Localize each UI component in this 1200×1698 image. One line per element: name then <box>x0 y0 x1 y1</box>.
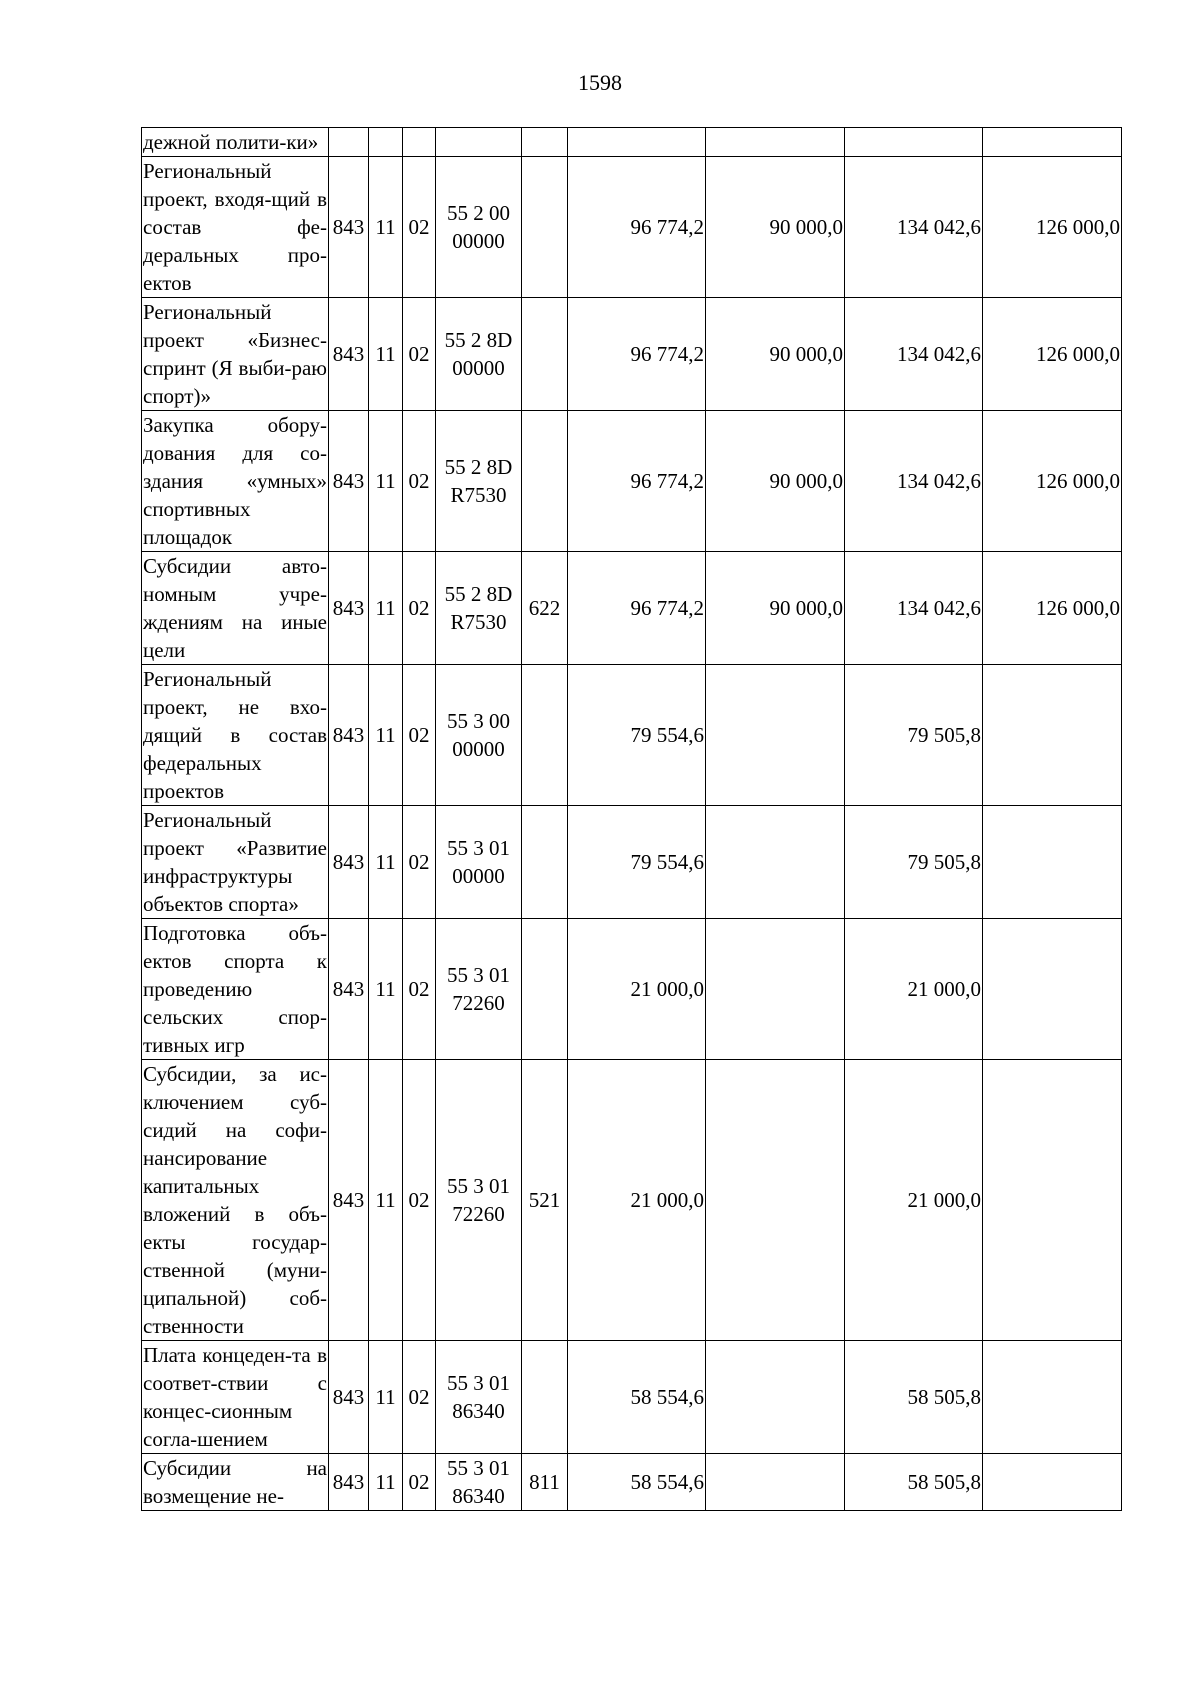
table-row <box>142 157 1122 298</box>
amount-cell-4 <box>983 1341 1122 1454</box>
amount-cell-4: 126 000,0 <box>983 298 1122 411</box>
ministry-code-cell: 843 <box>329 552 369 665</box>
section-code-cell: 11 <box>369 919 403 1060</box>
amount-cell-4 <box>983 1454 1122 1511</box>
table-row <box>142 1341 1122 1454</box>
target-article-cell: 55 2 8D R7530 <box>436 552 522 665</box>
expense-type-cell: 521 <box>522 1060 568 1341</box>
amount-cell-1: 79 554,6 <box>568 806 706 919</box>
ministry-code-cell: 843 <box>329 665 369 806</box>
amount-cell-4 <box>983 1060 1122 1341</box>
ministry-code-cell <box>329 128 369 157</box>
ministry-code-cell: 843 <box>329 157 369 298</box>
amount-cell-2: 90 000,0 <box>706 157 845 298</box>
row-name-cell: Региональный проект «Бизнес-спринт (Я выби-раю спорт)» <box>142 298 329 411</box>
row-name-cell: Плата концеден-та в соответ-ствии с концес-сионным согла-шением <box>142 1341 329 1454</box>
subsection-code-cell: 02 <box>403 1341 436 1454</box>
subsection-code-cell: 02 <box>403 298 436 411</box>
amount-cell-2 <box>706 919 845 1060</box>
section-code-cell: 11 <box>369 552 403 665</box>
amount-cell-2 <box>706 1454 845 1511</box>
table-row <box>142 806 1122 919</box>
row-name-cell: Подготовка объ-ектов спорта к проведению сельских спор-тивных игр <box>142 919 329 1060</box>
target-article-cell: 55 3 01 86340 <box>436 1454 522 1511</box>
amount-cell-1: 96 774,2 <box>568 552 706 665</box>
row-name-cell: Региональный проект «Развитие инфраструктуры объектов спорта» <box>142 806 329 919</box>
table-row <box>142 919 1122 1060</box>
target-article-cell: 55 2 8D 00000 <box>436 298 522 411</box>
table-row <box>142 411 1122 552</box>
page-number: 1598 <box>578 70 622 95</box>
expense-type-cell <box>522 1341 568 1454</box>
expense-type-cell: 811 <box>522 1454 568 1511</box>
amount-cell-3: 134 042,6 <box>845 298 983 411</box>
expense-type-cell <box>522 919 568 1060</box>
section-code-cell: 11 <box>369 806 403 919</box>
amount-cell-4: 126 000,0 <box>983 411 1122 552</box>
expense-type-cell <box>522 128 568 157</box>
table-row <box>142 552 1122 665</box>
row-name-cell: Региональный проект, не вхо-дящий в состав федеральных проектов <box>142 665 329 806</box>
ministry-code-cell: 843 <box>329 1341 369 1454</box>
amount-cell-4: 126 000,0 <box>983 552 1122 665</box>
target-article-cell: 55 3 01 72260 <box>436 919 522 1060</box>
subsection-code-cell: 02 <box>403 806 436 919</box>
amount-cell-3: 134 042,6 <box>845 552 983 665</box>
section-code-cell: 11 <box>369 1060 403 1341</box>
subsection-code-cell: 02 <box>403 665 436 806</box>
ministry-code-cell: 843 <box>329 298 369 411</box>
table-row <box>142 665 1122 806</box>
amount-cell-3: 21 000,0 <box>845 1060 983 1341</box>
section-code-cell: 11 <box>369 411 403 552</box>
amount-cell-1: 21 000,0 <box>568 1060 706 1341</box>
subsection-code-cell: 02 <box>403 411 436 552</box>
row-name-cell: Субсидии авто-номным учре-ждениям на иные цели <box>142 552 329 665</box>
amount-cell-3: 58 505,8 <box>845 1341 983 1454</box>
section-code-cell: 11 <box>369 665 403 806</box>
subsection-code-cell: 02 <box>403 157 436 298</box>
amount-cell-3: 21 000,0 <box>845 919 983 1060</box>
amount-cell-1: 58 554,6 <box>568 1454 706 1511</box>
amount-cell-2: 90 000,0 <box>706 298 845 411</box>
section-code-cell: 11 <box>369 157 403 298</box>
expense-type-cell <box>522 665 568 806</box>
amount-cell-1: 96 774,2 <box>568 157 706 298</box>
section-code-cell <box>369 128 403 157</box>
section-code-cell: 11 <box>369 1341 403 1454</box>
amount-cell-1: 21 000,0 <box>568 919 706 1060</box>
amount-cell-1: 96 774,2 <box>568 298 706 411</box>
amount-cell-2 <box>706 1060 845 1341</box>
subsection-code-cell: 02 <box>403 1060 436 1341</box>
ministry-code-cell: 843 <box>329 1454 369 1511</box>
target-article-cell: 55 3 00 00000 <box>436 665 522 806</box>
subsection-code-cell: 02 <box>403 552 436 665</box>
table-row <box>142 298 1122 411</box>
amount-cell-1: 58 554,6 <box>568 1341 706 1454</box>
ministry-code-cell: 843 <box>329 919 369 1060</box>
amount-cell-3: 79 505,8 <box>845 665 983 806</box>
target-article-cell: 55 3 01 86340 <box>436 1341 522 1454</box>
target-article-cell: 55 2 00 00000 <box>436 157 522 298</box>
section-code-cell: 11 <box>369 1454 403 1511</box>
amount-cell-3: 58 505,8 <box>845 1454 983 1511</box>
amount-cell-4 <box>983 806 1122 919</box>
amount-cell-2 <box>706 1341 845 1454</box>
subsection-code-cell: 02 <box>403 919 436 1060</box>
amount-cell-4: 126 000,0 <box>983 157 1122 298</box>
amount-cell-2 <box>706 806 845 919</box>
row-name-cell: Субсидии, за ис-ключением суб-сидий на софи-нансирование капитальных вложений в объ-екты государ-ственной (муни-ципальной) соб-ственности <box>142 1060 329 1341</box>
subsection-code-cell <box>403 128 436 157</box>
amount-cell-1 <box>568 128 706 157</box>
expense-type-cell <box>522 411 568 552</box>
table-row <box>142 1060 1122 1341</box>
expense-type-cell <box>522 298 568 411</box>
amount-cell-4 <box>983 128 1122 157</box>
amount-cell-3: 134 042,6 <box>845 411 983 552</box>
row-name-cell: дежной полити-ки» <box>142 128 329 157</box>
row-name-cell: Субсидии на возмещение не- <box>142 1454 329 1511</box>
amount-cell-3 <box>845 128 983 157</box>
row-name-cell: Закупка обору-дования для со-здания «умных» спортивных площадок <box>142 411 329 552</box>
expense-type-cell: 622 <box>522 552 568 665</box>
row-name-cell: Региональный проект, входя-щий в состав фе-деральных про-ектов <box>142 157 329 298</box>
amount-cell-2 <box>706 128 845 157</box>
amount-cell-2: 90 000,0 <box>706 552 845 665</box>
amount-cell-1: 96 774,2 <box>568 411 706 552</box>
subsection-code-cell: 02 <box>403 1454 436 1511</box>
amount-cell-3: 134 042,6 <box>845 157 983 298</box>
target-article-cell <box>436 128 522 157</box>
ministry-code-cell: 843 <box>329 806 369 919</box>
budget-table <box>141 127 1122 1511</box>
expense-type-cell <box>522 157 568 298</box>
amount-cell-3: 79 505,8 <box>845 806 983 919</box>
table-row <box>142 128 1122 157</box>
amount-cell-1: 79 554,6 <box>568 665 706 806</box>
table-body <box>142 128 1122 1511</box>
target-article-cell: 55 3 01 72260 <box>436 1060 522 1341</box>
target-article-cell: 55 2 8D R7530 <box>436 411 522 552</box>
expense-type-cell <box>522 806 568 919</box>
ministry-code-cell: 843 <box>329 411 369 552</box>
ministry-code-cell: 843 <box>329 1060 369 1341</box>
section-code-cell: 11 <box>369 298 403 411</box>
amount-cell-2: 90 000,0 <box>706 411 845 552</box>
amount-cell-4 <box>983 665 1122 806</box>
table-row <box>142 1454 1122 1511</box>
amount-cell-2 <box>706 665 845 806</box>
target-article-cell: 55 3 01 00000 <box>436 806 522 919</box>
amount-cell-4 <box>983 919 1122 1060</box>
